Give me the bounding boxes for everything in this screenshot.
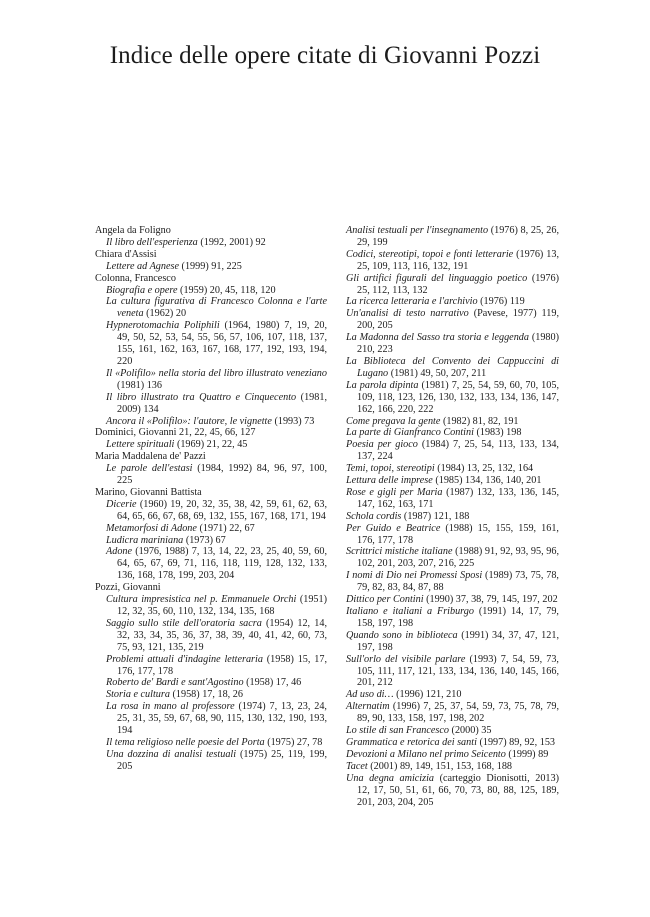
index-column-left [95,225,327,773]
work-references: (1990) 37, 38, 79, 145, 197, 202 [423,594,558,606]
work-title: Problemi attuali d'indagine letteraria [106,653,263,665]
work-references: (1999) 89 [505,748,549,760]
work-references: (1976) 8, 25, 26, 29, 199 [357,225,559,248]
index-entry-author: Dominici, Giovanni 21, 22, 45, 66, 127 [95,427,256,439]
work-references: (1989) 73, 75, 78, 79, 82, 83, 84, 87, 88 [357,570,559,594]
index-entry-work [346,546,559,570]
index-entry-work [95,499,327,523]
index-entry-work [346,380,559,416]
work-title: Ancora il «Polifilo»: l'autore, le vignette [106,415,272,427]
work-title: Ad uso di… [346,689,394,701]
index-entry-work [346,332,559,356]
work-references: (1991) 34, 37, 47, 121, 197, 198 [357,629,559,653]
index-entry-work [346,630,559,654]
index-entry-work [95,320,327,368]
index-entry-work [95,677,327,689]
index-entry-work [346,594,559,606]
work-references: (1951) 12, 32, 35, 60, 110, 132, 134, 135, 168 [117,594,327,617]
work-references: (1983) 198 [473,427,522,439]
work-references: (1976, 1988) 7, 13, 14, 22, 23, 25, 40, 59, 60, 64, 65, 67, 69, 71, 116, 118, 119, 128, 132, 133, 136, 168, 178, 199, 203, 204 [117,546,327,582]
index-entry-work [346,725,559,737]
index-entry-work [346,356,559,380]
work-title: La Madonna del Sasso tra storia e leggenda [346,332,529,344]
work-title: Il libro dell'esperienza [106,236,198,248]
work-title: La parola dipinta [346,379,419,391]
work-title: Dicerie [106,498,137,510]
work-references: (2000) 35 [449,725,492,737]
work-references: (1984) 13, 25, 132, 164 [434,463,534,475]
work-references: (1964, 1980) 7, 19, 20, 49, 50, 52, 53, 54, 55, 56, 57, 106, 107, 118, 137, 155, 161, 162, 163, 167, 168, 177, 192, 193, 194, 220 [117,320,327,367]
index-entry-work [346,439,559,463]
work-title: Codici, stereotipi, topoi e fonti letterarie [346,248,514,260]
index-entry-work [346,225,559,249]
work-title: Il libro illustrato tra Quattro e Cinquecento [106,391,297,403]
work-title: Analisi testuali per l'insegnamento [346,225,489,236]
work-references: (1987) 121, 188 [401,510,470,522]
work-references: (1980) 210, 223 [357,332,559,356]
index-entry-work [346,689,559,701]
index-entry-work [95,392,327,416]
work-references: (1996) 7, 25, 37, 54, 59, 73, 75, 78, 79, 89, 90, 133, 158, 197, 198, 202 [357,701,559,725]
work-references: (1975) 25, 119, 199, 205 [117,748,327,772]
work-references: (1960) 19, 20, 32, 35, 38, 42, 59, 61, 62, 63, 64, 65, 66, 67, 68, 69, 132, 155, 167, 168, 171, 194 [117,498,327,522]
index-entry-author: Colonna, Francesco [95,272,176,284]
work-references: (1958) 17, 18, 26 [169,689,243,701]
work-title: Dittico per Contini [346,594,424,606]
work-references: (1993) 73 [271,415,315,427]
index-entry-work [95,285,327,297]
index-entry-work [95,618,327,654]
index-entry-work [95,296,327,320]
work-references: (1981) 49, 50, 207, 211 [388,367,487,379]
work-title: Il «Polifilo» nella storia del libro illustrato veneziano [106,367,327,379]
work-title: Storia e cultura [106,689,170,701]
work-references: (1991) 14, 17, 79, 158, 197, 198 [357,606,559,629]
work-title: Hypnerotomachia Poliphili [106,320,220,332]
work-references: (1993) 7, 54, 59, 73, 105, 111, 117, 121, 133, 134, 136, 140, 145, 166, 201, 212 [357,653,559,689]
index-column-right [346,225,559,808]
index-entry-work [346,737,559,749]
work-references: (1971) 22, 67 [196,522,255,534]
work-title: Ludicra mariniana [106,534,184,546]
work-title: Poesia per gioco [346,439,418,451]
work-title: Rose e gigli per Maria [346,486,443,498]
index-entry-work [346,463,559,475]
index-entry-work [346,570,559,594]
index-entry-work [95,737,327,749]
index-entry-work [346,487,559,511]
work-references: (1976) 25, 112, 113, 132 [357,272,559,296]
page-title: Indice delle opere citate di Giovanni Pozzi [109,42,541,69]
work-title: Adone [106,546,133,558]
work-title: Cultura impresistica nel p. Emmanuele Orchi [106,594,297,606]
index-entry-work [95,689,327,701]
index-entry-work [346,273,559,297]
work-references: (1976) 13, 25, 109, 113, 116, 132, 191 [357,248,559,272]
index-entry-work [95,535,327,547]
work-title: Un'analisi di testo narrativo [346,308,469,320]
work-references: (1982) 81, 82, 191 [440,415,519,427]
index-entry-work [346,606,559,630]
work-references: (2001) 89, 149, 151, 153, 168, 188 [367,760,513,772]
work-title: Lo stile di san Francesco [346,725,449,737]
index-entry-author: Pozzi, Giovanni [95,582,161,594]
work-title: Gli artifici figurali del linguaggio poetico [346,272,528,284]
index-entry-work [346,654,559,690]
work-title: Il tema religioso nelle poesie del Porta [106,736,265,748]
work-references: (1959) 20, 45, 118, 120 [177,284,276,296]
work-references: (1958) 15, 17, 176, 177, 178 [117,653,327,677]
work-title: Le parole dell'estasi [106,463,193,475]
index-entry-work [346,701,559,725]
work-title: Alternatim [346,701,390,713]
work-references: (1973) 67 [183,534,226,546]
work-references: (1992, 2001) 92 [197,236,266,248]
index-entry-author: Chiara d'Assisi [95,248,157,260]
index-entry-work [95,654,327,678]
work-title: La parte di Gianfranco Contini [346,427,474,439]
index-entry-work [346,308,559,332]
work-references: (1981) 136 [117,379,162,391]
work-title: Roberto de' Bardi e sant'Agostino [106,677,244,689]
work-references: (1976) 119 [477,296,525,308]
work-title: Sull'orlo del visibile parlare [346,653,466,665]
index-entry-work [95,237,327,249]
work-title: Per Guido e Beatrice [346,522,441,534]
work-references: (1981) 7, 25, 54, 59, 60, 70, 105, 109, 118, 123, 126, 130, 132, 133, 134, 136, 147, 162, 166, 220, 222 [357,379,559,415]
work-title: I nomi di Dio nei Promessi Sposi [346,570,483,582]
index-entry-author: Angela da Foligno [95,225,171,236]
work-title: Una degna amicizia [346,772,435,784]
work-references: (1981, 2009) 134 [117,391,327,415]
work-title: La cultura figurativa di Francesco Colonna e l'arte veneta [106,296,327,320]
index-entry-work [95,523,327,535]
work-references: (carteggio Dionisotti, 2013) 12, 17, 50, 51, 61, 66, 70, 73, 80, 88, 125, 189, 201, 203, 204, 205 [357,772,559,808]
work-title: Metamorfosi di Adone [106,522,197,534]
index-entry-work [346,296,559,308]
index-entry-work [95,701,327,737]
work-title: Grammatica e retorica dei santi [346,736,477,748]
work-title: Temi, topoi, stereotipi [346,463,435,475]
index-entry-work [346,761,559,773]
work-references: (1969) 21, 22, 45 [174,439,248,451]
index-entry-work [346,249,559,273]
work-references: (1988) 91, 92, 93, 95, 96, 102, 201, 203, 207, 216, 225 [357,546,559,570]
work-title: Come pregava la gente [346,415,441,427]
work-references: (Pavese, 1977) 119, 200, 205 [357,308,559,332]
work-references: (1974) 7, 13, 23, 24, 25, 31, 35, 59, 67, 68, 90, 115, 130, 132, 190, 193, 194 [117,701,327,737]
index-entry-work [346,416,559,428]
work-title: Tacet [346,760,368,772]
work-title: Saggio sullo stile dell'oratoria sacra [106,617,262,629]
index-entry-work [346,749,559,761]
work-references: (1984) 7, 25, 54, 113, 133, 134, 137, 224 [357,439,559,463]
index-entry-work [346,773,559,809]
index-entry-work [95,368,327,392]
work-title: Scrittrici mistiche italiane [346,546,453,558]
work-references: (1962) 20 [143,308,187,320]
index-entry-work [95,439,327,451]
work-title: Lettere ad Agnese [106,260,179,272]
work-references: (1988) 15, 155, 159, 161, 176, 177, 178 [357,522,559,546]
work-title: La rosa in mano al professore [106,701,235,713]
work-references: (1985) 134, 136, 140, 201 [432,475,542,487]
index-entry-work [95,463,327,487]
work-title: Quando sono in biblioteca [346,629,458,641]
index-entry-work [346,427,559,439]
work-title: Una dozzina di analisi testuali [106,748,237,760]
work-title: Lettere spirituali [106,439,175,451]
index-entry-work [346,523,559,547]
work-title: Lettura delle imprese [346,475,433,487]
index-entry-work [346,511,559,523]
work-references: (1975) 27, 78 [264,736,323,748]
index-entry-work [346,475,559,487]
work-references: (1958) 17, 46 [243,677,302,689]
index-entry-work [95,261,327,273]
work-title: Schola cordis [346,510,402,522]
work-title: Italiano e italiani a Friburgo [346,606,474,617]
index-entry-work [95,546,327,582]
index-entry-work [95,416,327,428]
work-references: (1954) 12, 14, 32, 33, 34, 35, 36, 37, 38, 39, 40, 41, 42, 60, 73, 75, 93, 121, 135, 219 [117,617,327,653]
work-references: (1984, 1992) 84, 96, 97, 100, 225 [117,463,327,487]
work-references: (1987) 132, 133, 136, 145, 147, 162, 163, 171 [357,486,559,510]
index-entry-work [95,749,327,773]
index-entry-work [95,594,327,618]
work-title: La ricerca letteraria e l'archivio [346,296,478,308]
work-title: La Biblioteca del Convento dei Cappuccini di Lugano [346,355,559,379]
work-title: Devozioni a Milano nel primo Seicento [346,748,506,760]
index-entry-author: Maria Maddalena de' Pazzi [95,451,206,463]
work-title: Biografia e opere [106,284,178,296]
work-references: (1997) 89, 92, 153 [476,736,556,748]
work-references: (1999) 91, 225 [179,260,242,272]
index-entry-author: Marino, Giovanni Battista [95,486,202,498]
work-references: (1996) 121, 210 [393,689,462,701]
